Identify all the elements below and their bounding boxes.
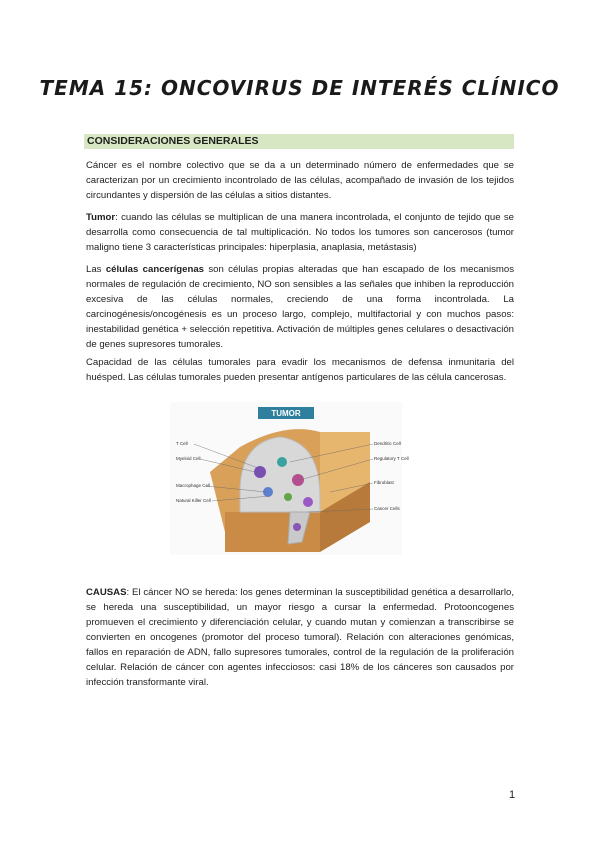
term-tumor: Tumor — [86, 212, 116, 223]
section-heading-bar — [84, 134, 514, 149]
term-cancer-cells: células cancerígenas — [105, 264, 205, 275]
paragraph-tumor — [86, 210, 514, 255]
figure-banner: TUMOR — [271, 409, 301, 418]
figure-label-left: Macrophage Cell — [176, 483, 211, 488]
figure-label-left: T Cell — [176, 441, 188, 446]
page-title: TEMA 15: ONCOVIRUS DE INTERÉS CLÍNICO — [39, 76, 560, 100]
figure-label-left: Myeloid Cell — [176, 456, 201, 461]
page-number: 1 — [509, 789, 516, 801]
figure-label-right: Cancer Cells — [374, 506, 400, 511]
figure-label-right: Regulatory T Cell — [374, 456, 409, 461]
paragraph-cancer-cells — [86, 262, 514, 352]
paragraph-intro: Cáncer es el nombre colectivo que se da a un determinado número de enfermedades que se caracterizan por un crecimiento incontrolado de las células, acompañado de invasión de los tejidos circundantes y dispersión de las células a sitios distantes. — [86, 160, 514, 201]
paragraph-immune-evasion: Capacidad de las células tumorales para evadir los mecanismos de defensa inmunitaria del huésped. Las células tumorales pueden presentar antígenos particulares de las célula cancerosas. — [86, 357, 514, 383]
figure-label-right: Dendritic Cell — [374, 441, 401, 446]
paragraph-tumor-text: : cuando las células se multiplican de una manera incontrolada, el conjunto de tejido que se desarrolla como consecuencia de tal multiplicación. No todos los tumores son cancerosos (tumor maligno tiene 3 características principales: hiperplasia, anaplasia, metástasis) — [86, 212, 514, 253]
paragraph-cancer-cells-text: son células propias alteradas que han escapado de los mecanismos normales de regulación de crecimiento, NO son sensibles a las señales que inhiben la reproducción excesiva de las células normales, creciendo de una forma incontrolada. La carcinogénesis/oncogénesis es un proceso largo, complejo, multifactorial y con muchos pasos: inestabilidad genética + selección repetitiva. Activación de múltiples genes celulares o desactivación de genes supresores tumorales. — [86, 264, 515, 350]
figure-label-right: Fibroblast — [374, 480, 394, 485]
paragraph-cancer-cells-lead: Las — [86, 264, 106, 275]
paragraph-causes-text: : El cáncer NO se hereda: los genes determinan la susceptibilidad genética a desarrollarlo, se hereda una susceptibilidad, un mayor riesgo a cursar la enfermedad. Protooncogenes promueven el crecimiento y diferenciación celular, y cuando mutan y comienzan a transcribirse se convierten en oncogenes (promotor del proceso tumoral). Relación con alteraciones genómicas, fallos en reparación de ADN, fallo supresores tumorales, control de la regulación de la proliferación celular. Relación de cáncer con agentes infecciosos: casi 18% de los cánceres son causados por infección transformante viral. — [86, 587, 514, 688]
tumor-figure — [170, 402, 409, 555]
figure-label-left: Natural Killer Cell — [176, 498, 211, 503]
section-heading: CONSIDERACIONES GENERALES — [87, 135, 259, 147]
paragraph-causes — [86, 585, 514, 690]
term-causes: CAUSAS — [86, 587, 127, 598]
tumor-illustration — [170, 402, 409, 555]
